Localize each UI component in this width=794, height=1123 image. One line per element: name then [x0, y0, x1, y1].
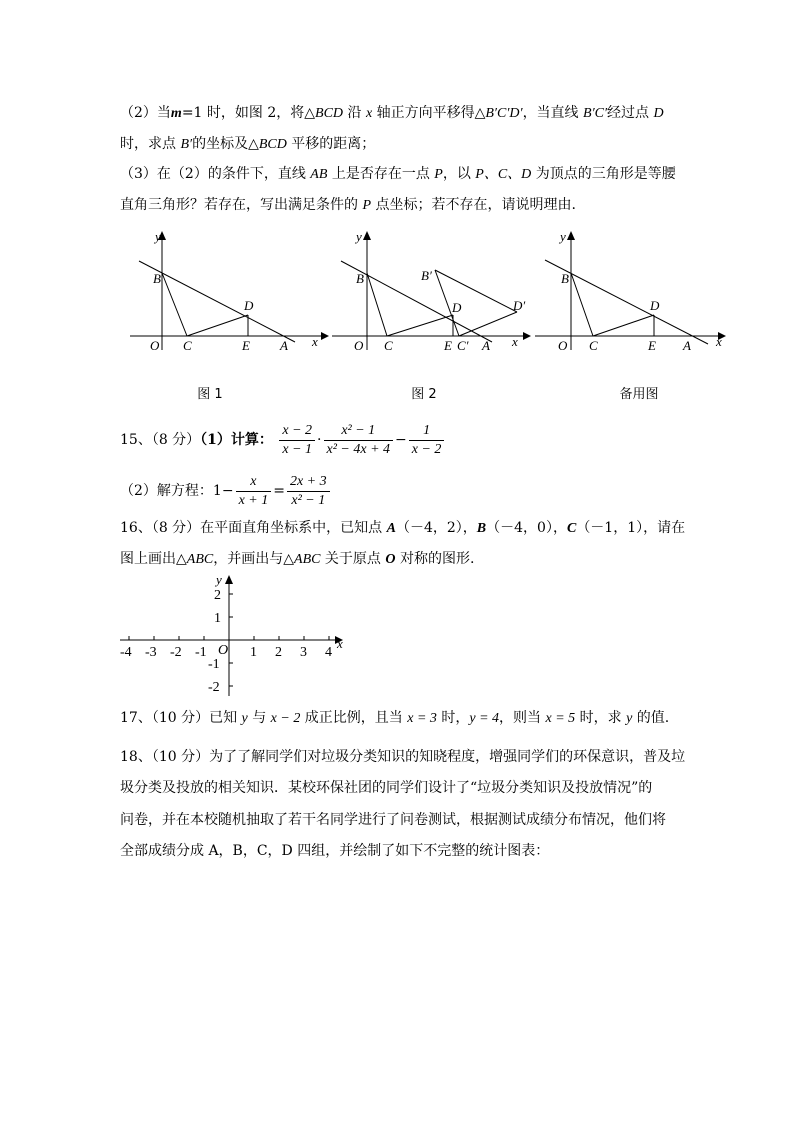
fraction: $\frac{x - 2}{x - 1}$ — [279, 422, 315, 459]
y-axis-label: y — [216, 572, 222, 587]
x-tick-label: 2 — [275, 645, 282, 660]
point-e-label: E — [648, 338, 656, 353]
point-d-label: D — [650, 298, 660, 313]
point-c-label: C — [384, 338, 393, 353]
q17: 17、（10 分）已知 y 与 x − 2 成正比例，且当 x = 3 时，y = 4，则当 x = 5 时，求 y 的值. — [120, 710, 670, 726]
q18-line4: 全部成绩分成 A，B，C，D 四组，并绘制了如下不完整的统计图表： — [120, 843, 550, 859]
point-c-prime-label: C′ — [457, 338, 469, 353]
q16-line2: 图上画出△ABC，并画出与△ABC 关于原点 O 对称的图形. — [120, 551, 475, 567]
origin-label: O — [150, 338, 160, 353]
q16-coordinate-grid — [115, 572, 355, 700]
q15-part2: （2）解方程：1− $\frac{x}{x + 1}$ = $\frac{2x + 3}{\text{x² − 1}}$ — [120, 471, 332, 511]
q14-part3-line1: （3）在（2）的条件下，直线 AB 上是否存在一点 P，以 P、C、D 为顶点的三角形是等腰 — [120, 166, 676, 182]
y-axis-label: y — [560, 229, 566, 244]
point-c-label: C — [183, 338, 192, 353]
point-d-prime-label: D′ — [513, 298, 526, 313]
point-a-label: A — [683, 338, 691, 353]
q14-part2-line1: （2）当m=1 时，如图 2，将△BCD 沿 x 轴正方向平移得△B′C′D′，当直线 B′C′经过点 D — [120, 105, 664, 121]
fraction: $\frac{2x + 3}{\text{x² − 1}}$ — [287, 473, 330, 510]
figure-2-caption: 图 2 — [411, 387, 437, 402]
figure-1-caption: 图 1 — [197, 387, 223, 402]
x-tick-label: -3 — [145, 645, 157, 660]
point-e-label: E — [242, 338, 250, 353]
figure-2 — [327, 228, 532, 353]
point-d-label: D — [244, 298, 254, 313]
point-b-label: B — [561, 271, 569, 286]
point-a-label: A — [280, 338, 288, 353]
q14-part3-line2: 直角三角形？若存在，写出满足条件的 P 点坐标；若不存在，请说明理由. — [120, 197, 576, 213]
origin-label: O — [354, 338, 364, 353]
origin-label: O — [558, 338, 568, 353]
y-tick-label: 2 — [214, 588, 221, 603]
point-b-label: B — [153, 271, 161, 286]
y-tick-label: -2 — [208, 680, 220, 695]
y-axis-label: y — [155, 229, 161, 244]
point-a-label: A — [482, 338, 490, 353]
fraction: $\frac{1}{x - 2}$ — [409, 422, 445, 459]
figure-spare-caption: 备用图 — [619, 387, 659, 402]
figure-spare — [530, 228, 735, 353]
x-axis-label: x — [512, 334, 518, 349]
y-tick-label: -1 — [208, 657, 220, 672]
x-tick-label: -1 — [195, 645, 207, 660]
fraction: $\frac{\text{x² − 1}}{\text{x² − 4x + 4}}$ — [324, 422, 394, 459]
x-tick-label: 1 — [250, 645, 257, 660]
q18-line1: 18、（10 分）为了了解同学们对垃圾分类知识的知晓程度，增强同学们的环保意识，普及垃 — [120, 749, 686, 765]
q18-line3: 问卷，并在本校随机抽取了若干名同学进行了问卷测试，根据测试成绩分布情况，他们将 — [120, 812, 666, 828]
q16-line1: 16、（8 分）在平面直角坐标系中，已知点 A（－4，2），B（－4，0），C（－1，1），请在 — [120, 520, 686, 536]
point-e-label: E — [444, 338, 452, 353]
q15-part1: 15、（8 分）（1）计算： $\frac{x - 2}{x - 1}$ · $\frac{\text{x² − 1}}{\text{x² − 4x + 4}}$ − $\frac{1}{x - 2}$ — [120, 420, 446, 460]
figure-1 — [125, 228, 330, 353]
point-b-label: B — [356, 271, 364, 286]
y-axis-label: y — [356, 229, 362, 244]
y-tick-label: 1 — [214, 611, 221, 626]
x-axis-label: x — [312, 334, 318, 349]
q18-line2: 圾分类及投放的相关知识．某校环保社团的同学们设计了“垃圾分类知识及投放情况”的 — [120, 780, 653, 796]
q14-part2-line2: 时，求点 B′的坐标及△BCD 平移的距离； — [120, 136, 376, 152]
x-tick-label: 3 — [300, 645, 307, 660]
x-tick-label: -4 — [120, 645, 132, 660]
x-tick-label: 4 — [325, 645, 332, 660]
x-axis-label: x — [716, 334, 722, 349]
point-d-label: D — [452, 300, 462, 315]
point-b-prime-label: B′ — [421, 268, 432, 283]
x-axis-label: x — [337, 636, 343, 651]
point-c-label: C — [589, 338, 598, 353]
x-tick-label: -2 — [170, 645, 182, 660]
origin-label: O — [218, 643, 229, 658]
fraction: $\frac{x}{x + 1}$ — [236, 473, 272, 510]
